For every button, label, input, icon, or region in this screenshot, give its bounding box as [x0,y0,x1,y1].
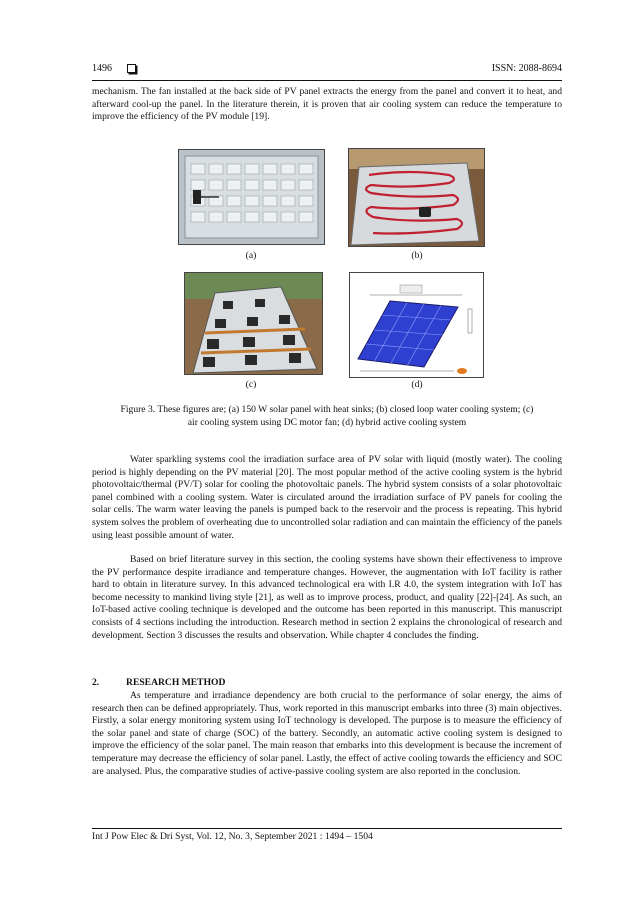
figure-c-image [184,272,323,375]
figure-a-label: (a) [245,250,257,261]
figure-b-image [348,148,485,247]
body-paragraph-1: Water sparkling systems cool the irradiation surface area of PV solar with liquid (mostly water). The cooling period is highly depending on the PV material [20]. The most popular method of the active cooling system is the hybrid photovoltaic/thermal (PV/T) solar for cooling the photovoltaic panels. The hybrid system consists of a solar photovoltaic panel combined with a cooling system. Water is circulated around the irradiation surface of PV panels for cooling the solar cells. The warm water leaving the panels is pumped back to the reservoir and the process is repeating. This hybrid system solves the problem of overheating due to uncontrolled solar radiation and can maintain the efficiency of the panels using least possible amount of water. [92,454,562,541]
figure-caption [92,404,562,429]
section-number: 2. [92,677,100,688]
figure-caption-line2: air cooling system using DC motor fan; (d) hybrid active cooling system [187,416,467,428]
section-heading [92,677,225,688]
figure-b-label: (b) [411,250,423,261]
page-header [92,63,562,79]
issn: ISSN: 2088-8694 [491,63,562,74]
figure-caption-line1: Figure 3. These figures are; (a) 150 W solar panel with heat sinks; (b) closed loop water cooling system; (c) [120,404,534,415]
figure-c-label: (c) [245,379,257,390]
figure-d-image [349,272,484,378]
page-number: 1496 [92,63,112,74]
figure-d-label: (d) [411,379,423,390]
intro-paragraph: mechanism. The fan installed at the back side of PV panel extracts the energy from the panel and convert it to heat, and afterward cool-up the panel. In the literature therein, it is proven that air cooling system can reduce the temperature to improve the efficiency of the PV module [19]. [92,86,562,123]
body-paragraph-2: Based on brief literature survey in this section, the cooling systems have shown their effectiveness to improve the PV performance despite irradiance and temperature changes. However, the augmentation with IoT facility is rather hard to obtain in literature survey. In this advanced technological era with I.R 4.0, the system integration with IoT has become necessity to mankind living style [21], as well as to improve process, product, and quality [22]-[24]. As such, an IoT-based active cooling technique is developed and the outcome has been reported in this manuscript. This manuscript consists of 4 sections including the introduction. Research method in section 2 explains the chronological of research and development. Section 3 discusses the results and observation. While chapter 4 concludes the finding. [92,554,562,641]
section-title: RESEARCH METHOD [126,677,226,688]
header-rule [92,80,562,81]
footer-rule [92,828,562,829]
section-paragraph: As temperature and irradiance dependency are both crucial to the performance of solar energy, the aims of research then can be defined appropriately. Thus, work reported in this manuscript embarks into three (3) main objectives. Firstly, a solar energy monitoring system using IoT technology is developed. The purpose is to measure the efficiency of the solar panel and state of charge (SOC) of the battery. Secondly, an automatic active cooling system is designed to improve the efficiency of the solar panel. The main reason that embarks into this development is because the increment of temperature may decrease the efficiency of solar panel. Lastly, the effect of active cooling towards the efficiency and SOC are analysed. Plus, the comparative studies of active-passive cooling system are also reported in the conclusion. [92,690,562,777]
figure-a-image [178,149,325,245]
footer-journal: Int J Pow Elec & Dri Syst, Vol. 12, No. 3, September 2021 : 1494 – 1504 [92,831,373,842]
checkbox-square-icon [127,64,136,73]
